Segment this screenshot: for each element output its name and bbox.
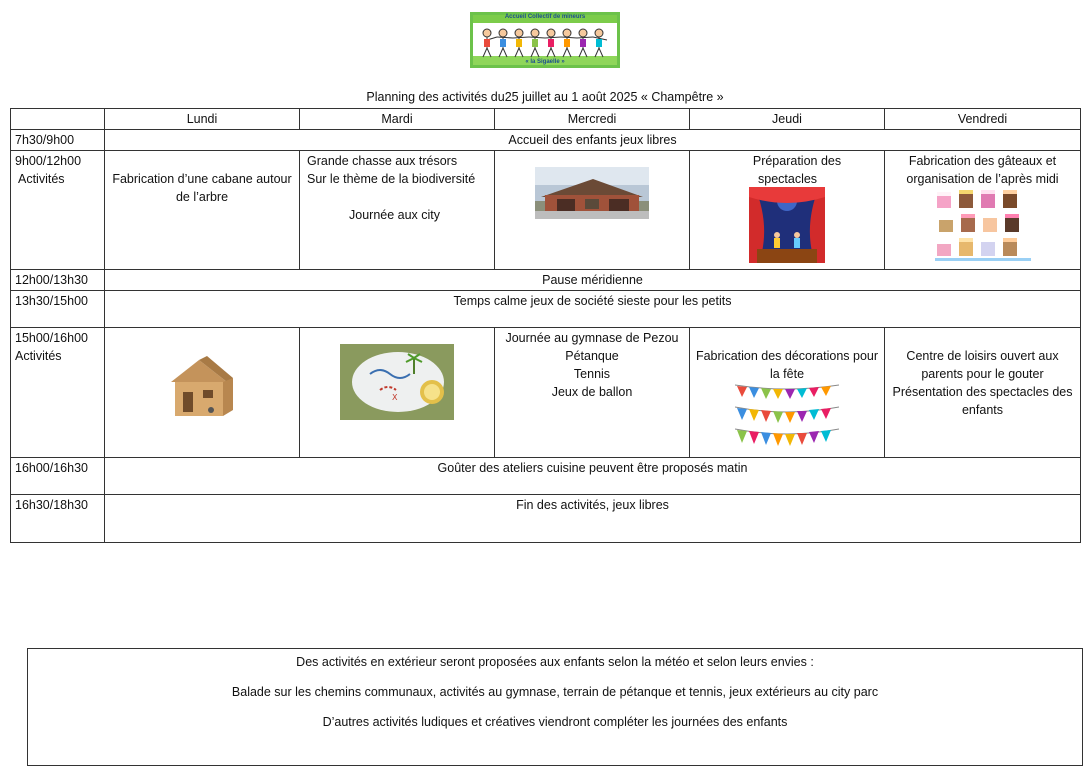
time-slot: 13h30/15h00 xyxy=(11,291,105,328)
theater-stage-illustration xyxy=(749,187,825,263)
time-slot: 16h30/18h30 xyxy=(11,495,105,543)
header-empty-cell xyxy=(11,109,105,130)
morning-jeudi-line2: spectacles xyxy=(758,172,818,186)
header-day-mardi: Mardi xyxy=(300,109,495,130)
spacer xyxy=(304,188,490,206)
time-slot: 7h30/9h00 xyxy=(11,130,105,151)
time-slot: 16h00/16h30 xyxy=(11,458,105,495)
fin-text: Fin des activités, jeux libres xyxy=(105,495,1081,543)
treasure-map-photo xyxy=(340,344,454,420)
accueil-text: Accueil des enfants jeux libres xyxy=(105,130,1081,151)
children-dancing-illustration xyxy=(477,24,613,60)
header-day-jeudi: Jeudi xyxy=(690,109,885,130)
morning-jeudi-line1: Préparation des xyxy=(752,154,842,168)
pause-text: Pause méridienne xyxy=(105,270,1081,291)
svg-text:X: X xyxy=(392,393,398,402)
header-day-lundi: Lundi xyxy=(105,109,300,130)
afternoon-jeudi-cell xyxy=(690,328,885,458)
row-pause xyxy=(11,270,1081,291)
morning-jeudi-cell xyxy=(690,151,885,270)
footer-line-3: D’autres activités ludiques et créatives viendront compléter les journées des enfants xyxy=(322,715,788,729)
slot-label: Activités xyxy=(18,172,65,186)
afternoon-vendredi-line1: Centre de loisirs ouvert aux parents pour le gouter xyxy=(906,349,1059,381)
time-slot-cell xyxy=(11,328,105,458)
row-calme xyxy=(11,291,1081,328)
morning-vendredi-cell xyxy=(885,151,1081,270)
row-accueil xyxy=(11,130,1081,151)
afternoon-vendredi-line2: Présentation des spectacles des enfants xyxy=(892,385,1073,417)
afternoon-mercredi-line1: Journée au gymnase de Pezou xyxy=(505,331,679,345)
row-afternoon xyxy=(11,328,1081,458)
morning-mardi-line2: Sur le thème de la biodiversité xyxy=(307,172,476,186)
footer-line-2: Balade sur les chemins communaux, activités au gymnase, terrain de pétanque et tennis, jeux extérieurs au city parc xyxy=(231,685,879,699)
cardboard-house-photo xyxy=(167,354,237,420)
time-slot: 15h00/16h00 xyxy=(15,331,88,345)
logo xyxy=(470,12,620,68)
morning-mardi-cell xyxy=(300,151,495,270)
morning-mardi-line1: Grande chasse aux trésors xyxy=(307,154,458,168)
footer-line-1: Des activités en extérieur seront proposées aux enfants selon la météo et selon leurs envies : xyxy=(296,655,814,669)
header-day-mercredi: Mercredi xyxy=(495,109,690,130)
afternoon-jeudi-text: Fabrication des décorations pour la fête xyxy=(695,349,879,381)
afternoon-vendredi-cell xyxy=(885,328,1081,458)
time-slot: 12h00/13h30 xyxy=(11,270,105,291)
afternoon-mardi-cell xyxy=(300,328,495,458)
logo-name-bottom: « la Sigaelle » xyxy=(525,59,565,65)
afternoon-mercredi-cell xyxy=(495,328,690,458)
footer-notes xyxy=(27,648,1083,766)
row-fin xyxy=(11,495,1081,543)
cakes-illustration xyxy=(935,188,1031,262)
header-day-vendredi: Vendredi xyxy=(885,109,1081,130)
morning-vendredi-text: Fabrication des gâteaux et organisation de l’après midi xyxy=(906,154,1059,186)
planning-table xyxy=(10,108,1081,543)
row-morning xyxy=(11,151,1081,270)
morning-lundi-cell xyxy=(105,151,300,270)
bunting-garland-illustration xyxy=(735,383,839,451)
table-header-row xyxy=(11,109,1081,130)
calme-text: Temps calme jeux de société sieste pour les petits xyxy=(105,291,1081,328)
page-title: Planning des activités du25 juillet au 1 août 2025 « Champêtre » xyxy=(366,90,724,104)
afternoon-lundi-cell xyxy=(105,328,300,458)
afternoon-mercredi-line4: Jeux de ballon xyxy=(551,385,633,399)
row-gouter xyxy=(11,458,1081,495)
morning-lundi-text: Fabrication d’une cabane autour de l’arbre xyxy=(112,172,292,204)
logo-name-top: Accueil Collectif de mineurs xyxy=(504,14,586,20)
gymnasium-building-photo xyxy=(535,167,649,219)
morning-mercredi-cell xyxy=(495,151,690,270)
afternoon-mercredi-line2: Pétanque xyxy=(565,349,619,363)
morning-mardi-line3: Journée aux city xyxy=(349,208,441,222)
afternoon-mercredi-line3: Tennis xyxy=(573,367,611,381)
gouter-text: Goûter des ateliers cuisine peuvent être proposés matin xyxy=(105,458,1081,495)
time-slot: 9h00/12h00 xyxy=(15,154,82,168)
slot-label: Activités xyxy=(15,349,62,363)
time-slot-cell xyxy=(11,151,105,270)
